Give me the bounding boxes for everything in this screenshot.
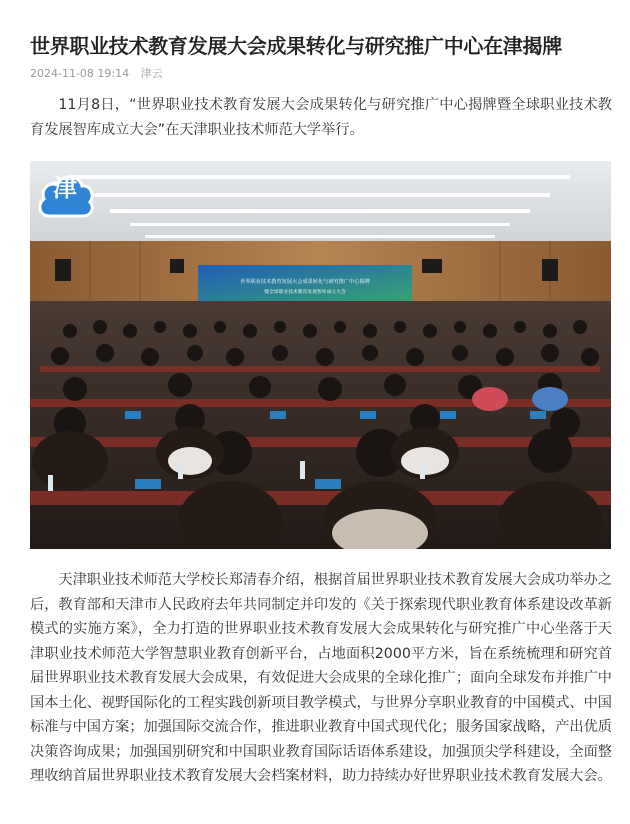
speaker-right bbox=[542, 259, 558, 281]
logo-char: 津 bbox=[53, 174, 77, 202]
speaker-left bbox=[55, 259, 71, 281]
conference-photo bbox=[30, 161, 611, 549]
article-paragraph: 11月8日，“世界职业技术教育发展大会成果转化与研究推广中心揭牌暨全球职业技术教育发展智库成立大会”在天津职业技术师范大学举行。 bbox=[30, 97, 612, 138]
screen-line-2: 暨全球职业技术教育发展智库成立大会 bbox=[264, 290, 346, 295]
article-title: 世界职业技术教育发展大会成果转化与研究推广中心在津揭牌 bbox=[30, 34, 562, 58]
article-meta bbox=[30, 67, 163, 81]
article-paragraph: 天津职业技术师范大学校长郑清春介绍，根据首届世界职业技术教育发展大会成功举办之后，教育部和天津市人民政府去年共同制定并印发的《关于探索现代职业教育体系建设改革新模式的实施方案》，全力打造的世界职业技术教育发展大会成果转化与研究推广中心坐落于天津职业技术师范大学智慧职业教育创新平台，占地面积2000平方米，旨在系统梳理和研究首届世界职业技术教育发展大会成果，有效促进大会成果的全球化推广；面向全球发布并推广中国本土化、视野国际化的工程实践创新项目教学模式，与世界分享职业教育的中国模式、中国标准与中国方案；加强国际交流合作，推进职业教育中国式现代化；服务国家战略，产出优质决策咨询成果；加强国别研究和中国职业教育国际话语体系建设，加强顶尖学科建设，全面整理收纳首届世界职业技术教育发展大会档案材料，助力持续办好世界职业技术教育发展大会。 bbox=[30, 572, 612, 784]
article-source: 津云 bbox=[140, 67, 163, 80]
screen-line-1: 世界职业技术教育发展大会成果转化与研究推广中心揭牌 bbox=[240, 279, 370, 285]
jin-logo bbox=[35, 166, 97, 222]
publish-date: 2024-11-08 19:14 bbox=[30, 67, 130, 80]
